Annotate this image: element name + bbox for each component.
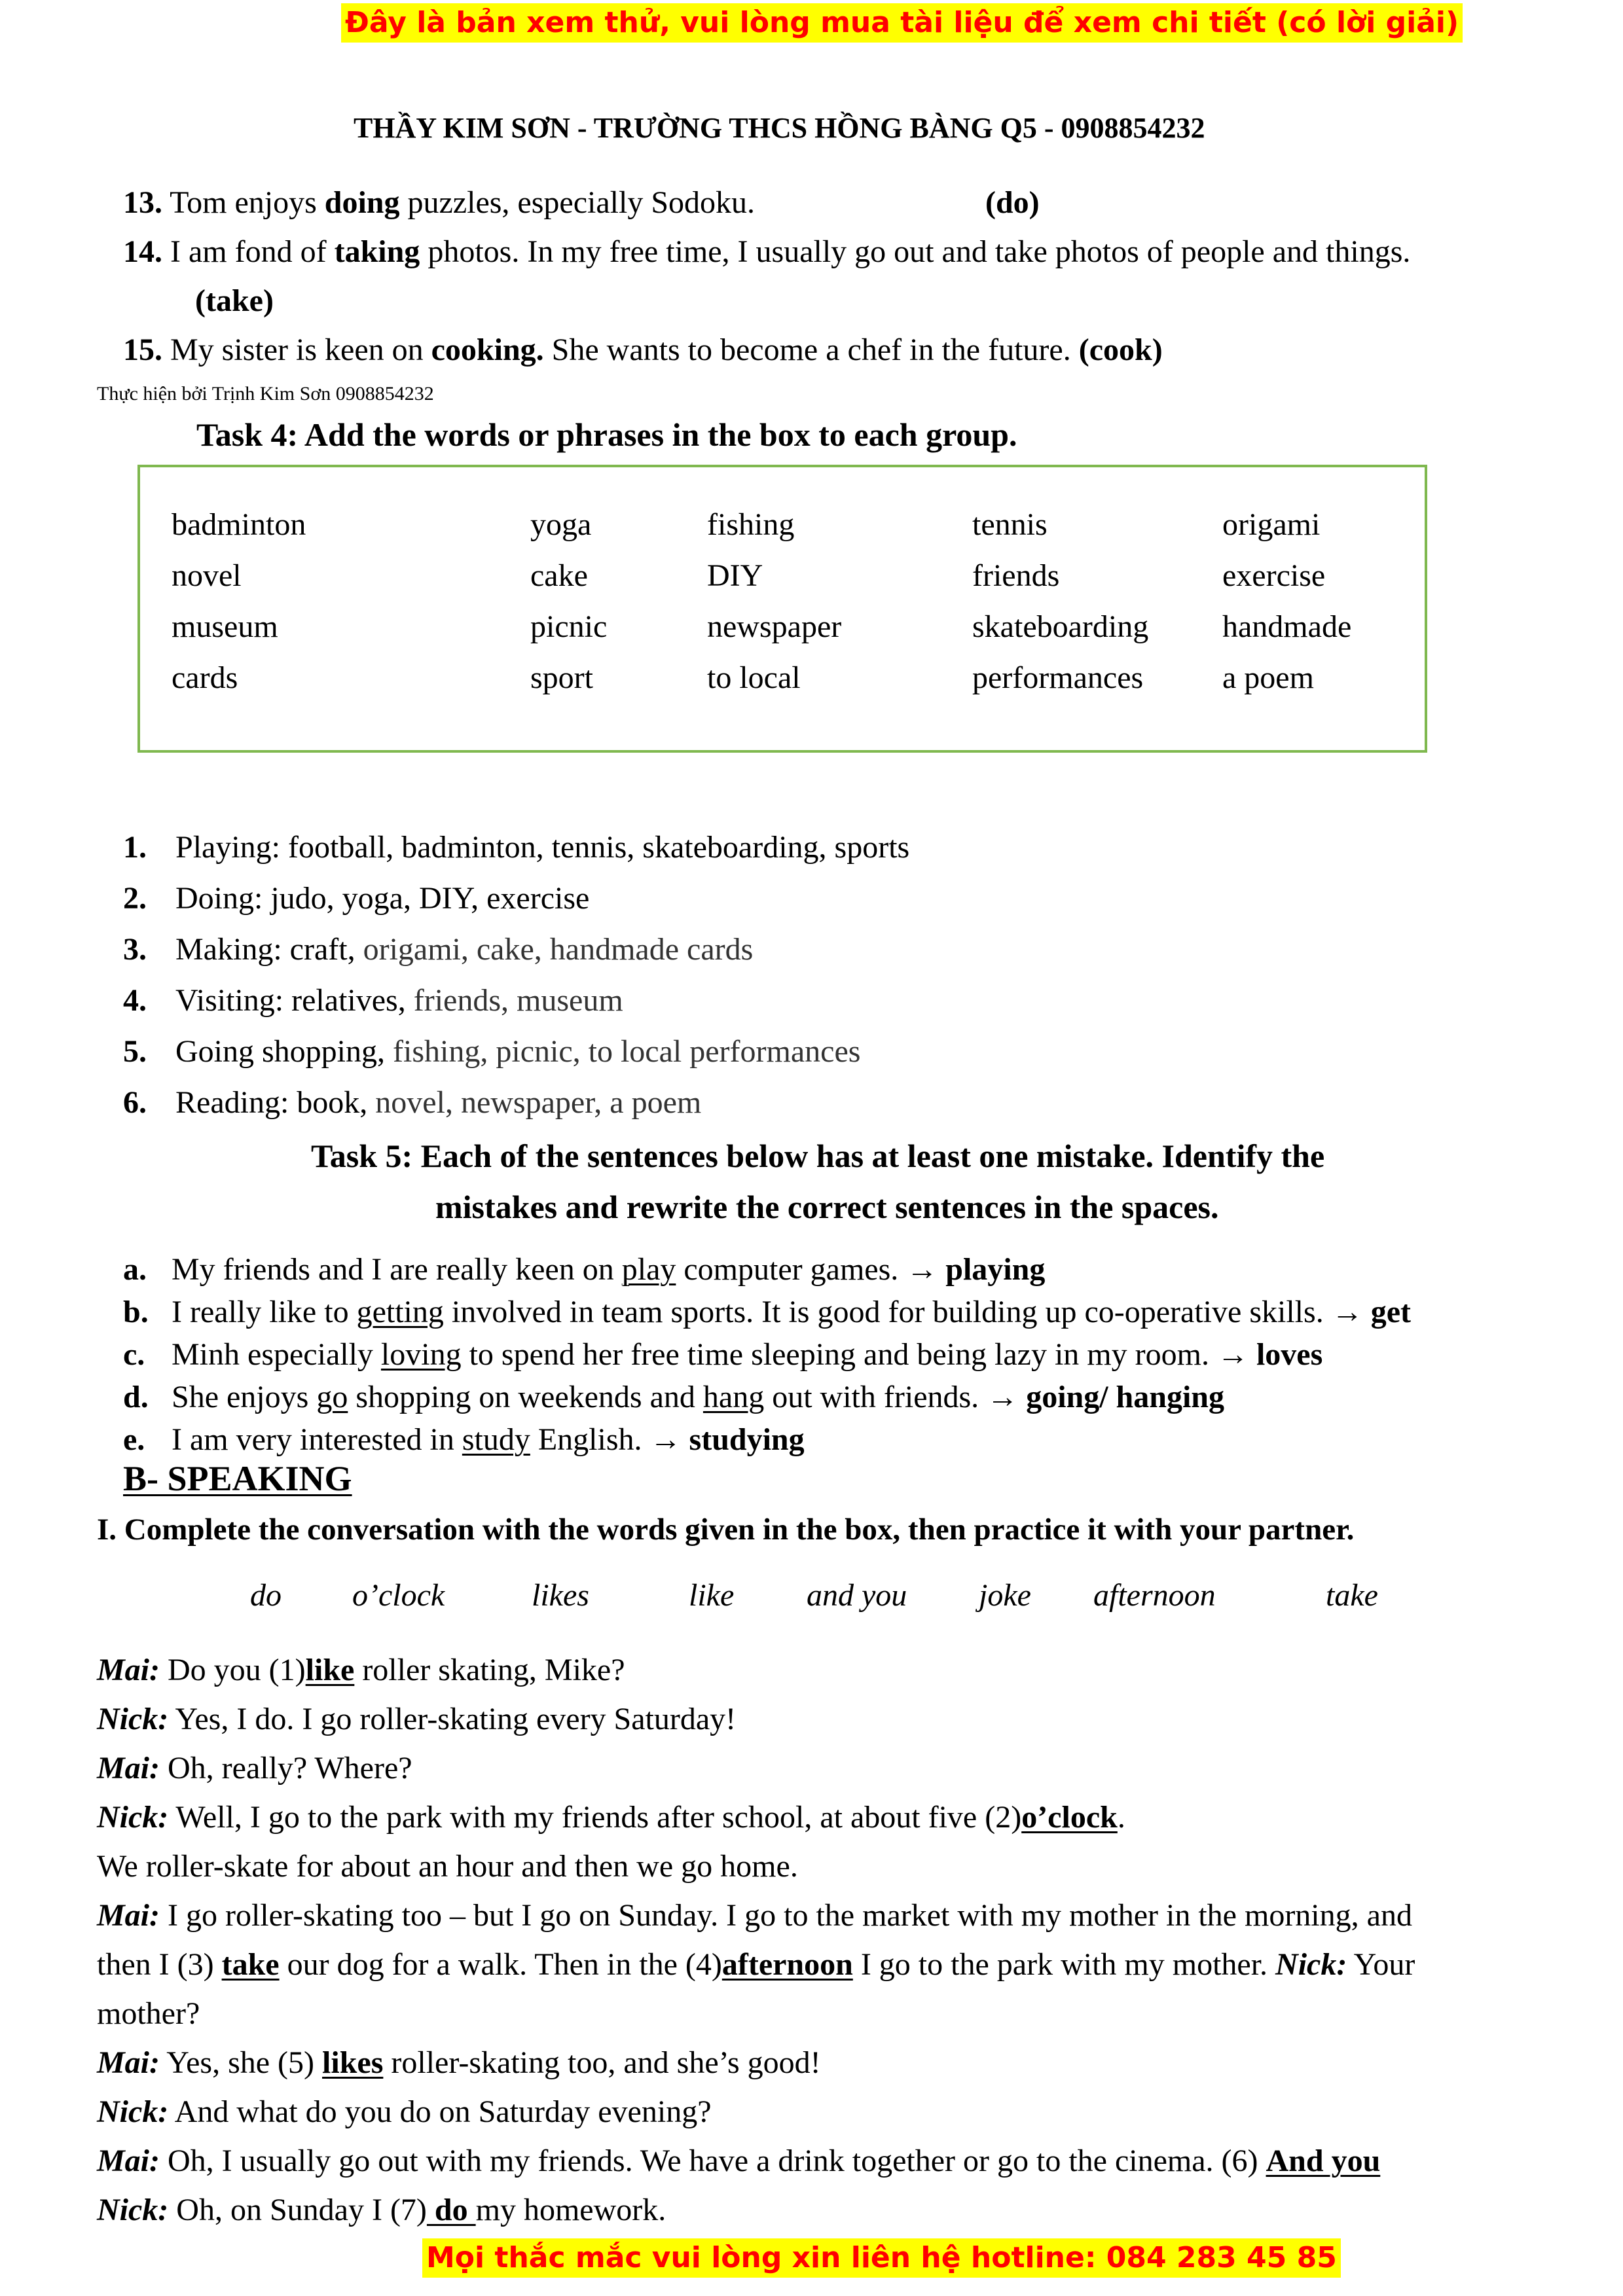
item-text: My sister is keen on: [162, 332, 431, 367]
answer-rest: friends, museum: [405, 983, 623, 1018]
box-word: picnic: [530, 609, 608, 644]
box-word: novel: [172, 558, 242, 593]
dialogue-text: We roller-skate for about an hour and then we go home.: [97, 1849, 798, 1884]
item-answer: doing: [324, 185, 400, 220]
item-13-hint: (do): [985, 185, 1040, 220]
answer-label: Making: craft,: [175, 932, 356, 967]
sentence-text: involved in team sports. It is good for building up co-operative skills. →: [443, 1295, 1371, 1329]
task4-answer-1: [123, 828, 909, 867]
sentence-text: My friends and I are really keen on: [172, 1252, 622, 1287]
dialogue-text: Oh, really? Where?: [160, 1751, 412, 1785]
word-bank-item: take: [1326, 1578, 1378, 1613]
item-text: She wants to become a chef in the future.: [543, 332, 1079, 367]
item-14-hint: (take): [195, 283, 274, 318]
dialogue-line-11: [97, 2142, 1380, 2181]
item-13: [123, 183, 755, 223]
dialogue-text: .: [1117, 1800, 1125, 1835]
sentence-text: She enjoys: [172, 1380, 317, 1414]
dialogue-answer: take: [221, 1947, 280, 1982]
dialogue-text: Well, I go to the park with my friends after school, at about five (2): [168, 1800, 1022, 1835]
mistake-word: loving: [380, 1337, 462, 1372]
item-letter: a.: [123, 1252, 147, 1287]
speaker: Nick:: [1275, 1947, 1347, 1982]
speaker: Nick:: [97, 1800, 169, 1835]
item-answer: taking: [334, 234, 420, 269]
word-bank-item: likes: [532, 1578, 589, 1613]
answer-number: 1.: [123, 830, 147, 865]
dialogue-text: my homework.: [475, 2193, 666, 2227]
box-word: sport: [530, 660, 593, 695]
box-word: museum: [172, 609, 278, 644]
dialogue-line-10: [97, 2092, 712, 2132]
box-word: performances: [972, 660, 1144, 695]
dialogue-line-7: [97, 1945, 1415, 1984]
item-hint: (cook): [1078, 332, 1163, 367]
dialogue-line-9: [97, 2043, 821, 2083]
speaking-title: B- SPEAKING: [123, 1459, 352, 1498]
item-answer: cooking.: [431, 332, 544, 367]
item-15: [123, 331, 1163, 370]
item-number: 14.: [123, 234, 162, 269]
dialogue-text: Do you (1): [160, 1653, 306, 1687]
dialogue-line-6: [97, 1896, 1412, 1935]
answer-rest: origami, cake, handmade cards: [355, 932, 754, 967]
speaker: Nick:: [97, 1702, 169, 1736]
speaker: Mai:: [97, 2045, 160, 2080]
box-word: DIY: [707, 558, 763, 593]
correction: studying: [689, 1422, 805, 1457]
task4-answer-4: [123, 981, 623, 1020]
answer-number: 5.: [123, 1034, 147, 1069]
box-word: tennis: [972, 507, 1048, 542]
box-word: friends: [972, 558, 1060, 593]
dialogue-line-12: [97, 2191, 666, 2230]
dialogue-line-2: [97, 1700, 736, 1739]
dialogue-line-8: [97, 1994, 200, 2034]
word-bank-item: afternoon: [1093, 1578, 1216, 1613]
mistake-word: go: [316, 1380, 348, 1414]
answer-label: Playing: football, badminton, tennis, skateboarding, sports: [175, 830, 910, 865]
sentence-text: computer games. →: [676, 1252, 946, 1287]
task4-answer-2: [123, 879, 589, 918]
word-bank-item: like: [689, 1578, 735, 1613]
dialogue-text: Yes, I do. I go roller-skating every Saturday!: [168, 1702, 737, 1736]
item-letter: d.: [123, 1380, 149, 1414]
box-word: fishing: [707, 507, 795, 542]
dialogue-answer: o’clock: [1021, 1800, 1118, 1835]
answer-number: 6.: [123, 1085, 147, 1120]
dialogue-text: And what do you do on Saturday evening?: [168, 2094, 712, 2129]
answer-rest: fishing, picnic, to local performances: [385, 1034, 861, 1069]
word-bank-item: do: [250, 1578, 282, 1613]
correction: playing: [945, 1252, 1046, 1287]
task4-answer-5: [123, 1032, 860, 1071]
answer-rest: novel, newspaper, a poem: [367, 1085, 702, 1120]
box-word: badminton: [172, 507, 306, 542]
speaker: Mai:: [97, 1653, 160, 1687]
box-word: origami: [1222, 507, 1321, 542]
sentence-text: I really like to: [172, 1295, 357, 1329]
box-word: a poem: [1222, 660, 1314, 695]
dialogue-answer: do: [426, 2193, 476, 2227]
item-number: 15.: [123, 332, 162, 367]
answer-number: 4.: [123, 983, 147, 1018]
page-header: THẦY KIM SƠN - TRƯỜNG THCS HỒNG BÀNG Q5 - 0908854232: [354, 112, 1205, 144]
dialogue-text: roller-skating too, and she’s good!: [383, 2045, 821, 2080]
task5-item-b: [123, 1293, 1411, 1332]
answer-number: 2.: [123, 881, 147, 916]
answer-label: Visiting: relatives,: [175, 983, 406, 1018]
speaker: Nick:: [97, 2193, 169, 2227]
box-word: cards: [172, 660, 238, 695]
dialogue-line-3: [97, 1749, 412, 1788]
task5-item-d: [123, 1378, 1224, 1417]
item-letter: b.: [123, 1295, 149, 1329]
dialogue-text: then I (3): [97, 1947, 222, 1982]
correction: loves: [1256, 1337, 1323, 1372]
dialogue-text: Oh, I usually go out with my friends. We have a drink together or go to the cinema. (6): [160, 2144, 1266, 2178]
mistake-word: getting: [356, 1295, 444, 1329]
item-text: puzzles, especially Sodoku.: [399, 185, 756, 220]
sentence-text: I am very interested in: [172, 1422, 462, 1457]
task4-word-box: [137, 465, 1427, 753]
dialogue-text: Yes, she (5): [160, 2045, 323, 2080]
item-letter: c.: [123, 1337, 145, 1372]
item-14: [123, 232, 1410, 272]
sentence-text: to spend her free time sleeping and being lazy in my room. →: [461, 1337, 1256, 1372]
dialogue-text: I go to the park with my mother.: [852, 1947, 1276, 1982]
dialogue-answer: And you: [1266, 2144, 1381, 2178]
dialogue-line-1: [97, 1651, 625, 1690]
box-word: newspaper: [707, 609, 842, 644]
correction: get: [1370, 1295, 1411, 1329]
dialogue-line-5: [97, 1847, 798, 1886]
sentence-text: shopping on weekends and: [348, 1380, 703, 1414]
task4-title: Task 4: Add the words or phrases in the box to each group.: [196, 416, 1017, 453]
dialogue-answer: afternoon: [721, 1947, 853, 1982]
word-bank-item: joke: [979, 1578, 1031, 1613]
task5-item-c: [123, 1335, 1322, 1374]
dialogue-text: roller skating, Mike?: [354, 1653, 625, 1687]
preview-banner: Đây là bản xem thử, vui lòng mua tài liệu để xem chi tiết (có lời giải): [341, 3, 1463, 43]
item-text: I am fond of: [162, 234, 335, 269]
hotline-banner: Mọi thắc mắc vui lòng xin liên hệ hotline: 084 283 45 85: [422, 2238, 1341, 2278]
speaking-instruction: I. Complete the conversation with the words given in the box, then practice it with your partner.: [97, 1513, 1355, 1547]
dialogue-text: mother?: [97, 1996, 200, 2031]
dialogue-answer: like: [305, 1653, 355, 1687]
task5-item-a: [123, 1250, 1045, 1289]
sentence-text: English. →: [530, 1422, 689, 1457]
task4-answer-6: [123, 1083, 701, 1122]
box-word: handmade: [1222, 609, 1352, 644]
box-word: cake: [530, 558, 588, 593]
box-word: exercise: [1222, 558, 1326, 593]
word-bank-item: o’clock: [352, 1578, 445, 1613]
box-word: yoga: [530, 507, 592, 542]
item-letter: e.: [123, 1422, 145, 1457]
box-word: to local: [707, 660, 801, 695]
dialogue-answer: likes: [322, 2045, 384, 2080]
task5-title-line2: mistakes and rewrite the correct sentences in the spaces.: [435, 1189, 1219, 1225]
dialogue-line-4: [97, 1798, 1125, 1837]
mistake-word: hang: [702, 1380, 765, 1414]
answer-number: 3.: [123, 932, 147, 967]
speaker: Mai:: [97, 1898, 160, 1933]
task4-answer-3: [123, 930, 753, 969]
task5-item-e: [123, 1420, 805, 1460]
item-text: photos. In my free time, I usually go out and take photos of people and things.: [420, 234, 1411, 269]
dialogue-text: Your: [1347, 1947, 1415, 1982]
answer-label: Reading: book,: [175, 1085, 368, 1120]
speaker: Nick:: [97, 2094, 169, 2129]
dialogue-text: Oh, on Sunday I (7): [168, 2193, 427, 2227]
dialogue-text: our dog for a walk. Then in the (4): [279, 1947, 722, 1982]
answer-label: Going shopping,: [175, 1034, 386, 1069]
task5-title-line1: Task 5: Each of the sentences below has at least one mistake. Identify the: [311, 1138, 1325, 1174]
box-word: skateboarding: [972, 609, 1149, 644]
item-text: Tom enjoys: [162, 185, 325, 220]
sentence-text: Minh especially: [172, 1337, 381, 1372]
correction: going/ hanging: [1026, 1380, 1224, 1414]
dialogue-text: I go roller-skating too – but I go on Sunday. I go to the market with my mother in the morning, and: [160, 1898, 1412, 1933]
speaker: Mai:: [97, 2144, 160, 2178]
mistake-word: play: [621, 1252, 676, 1287]
speaker: Mai:: [97, 1751, 160, 1785]
word-bank-item: and you: [807, 1578, 907, 1613]
item-number: 13.: [123, 185, 162, 220]
sentence-text: out with friends. →: [764, 1380, 1027, 1414]
credit-line: Thực hiện bởi Trịnh Kim Sơn 0908854232: [97, 383, 434, 404]
answer-label: Doing: judo, yoga, DIY, exercise: [175, 881, 590, 916]
mistake-word: study: [462, 1422, 530, 1457]
